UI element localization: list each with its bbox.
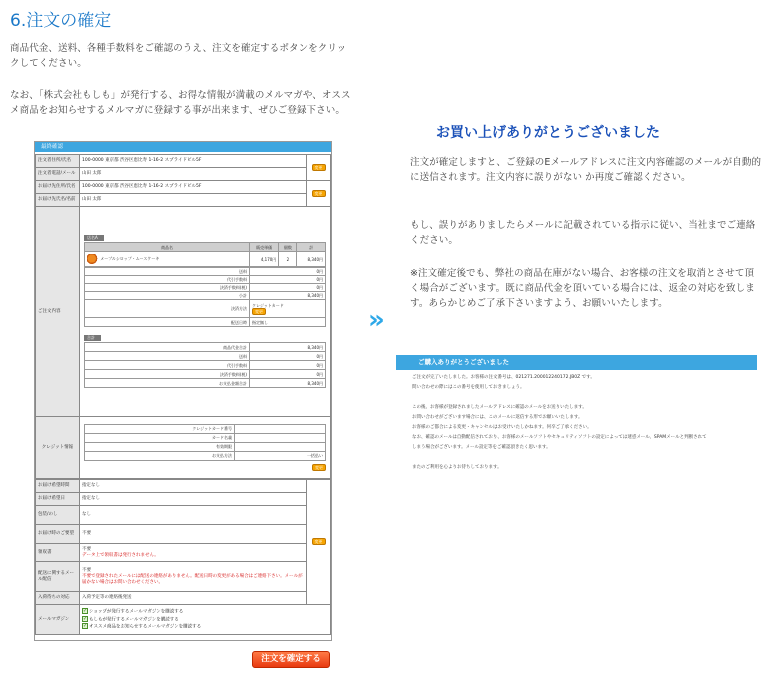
fee-table — [84, 267, 326, 327]
item-price: 4,170円 — [250, 252, 279, 267]
delivery-label: 配送日時 — [85, 318, 250, 327]
item-name: メープルシロップ・ムースケーキ — [100, 256, 160, 261]
confirm-order-button[interactable]: 注文を確定する — [252, 651, 330, 668]
credit-field-label: クレジットカード番号 — [85, 424, 235, 433]
options-table — [35, 479, 331, 635]
credit-table — [84, 424, 326, 461]
fee-label: 送料 — [85, 268, 250, 276]
option-label: お届け希望時間 — [36, 480, 80, 493]
customer-table — [35, 154, 331, 479]
credit-field-label: カード名義 — [85, 433, 235, 442]
newsletter-paragraph: なお、「株式会社もしも」が発行する、お得な情報が満載のメルマガや、オススメ商品をお知らせするメルマガに登録する事が出来ます、ぜひご登録下さい。 — [10, 90, 351, 116]
orderer-address-label: 注文者住所/氏名 — [36, 155, 80, 168]
mail-notify-value: 不要 — [82, 567, 91, 573]
total-label: 決済手数料(税) — [85, 370, 250, 379]
total-value: 8,340円 — [250, 343, 326, 352]
fee-value: 0円 — [250, 268, 326, 276]
thank-you-header: ご購入ありがとうございました — [396, 355, 757, 370]
option-label: お届け希望日 — [36, 493, 80, 506]
total-value: 0円 — [250, 370, 326, 379]
item-qty: 2 — [279, 252, 297, 267]
credit-field-value: 一括払い — [235, 451, 326, 460]
order-content-label: ご注文内容 — [36, 207, 80, 417]
option-value: 不要 — [80, 525, 307, 544]
message-line: お客様のご都合による変更・キャンセルはお受けいたしかねます。何卒ご了承ください。 — [412, 425, 592, 430]
option-label: お届け時のご要望 — [36, 525, 80, 544]
total-value: 8,340円 — [250, 379, 326, 388]
change-orderer-button[interactable]: 変更 — [312, 164, 326, 171]
total-value: 0円 — [250, 361, 326, 370]
thanks-title: お買い上げありがとうございました — [436, 125, 660, 141]
message-line: お問い合わせがございます場合には、このメールに返信する形でお願いいたします。 — [412, 415, 583, 420]
total-label: 商品代金合計 — [85, 343, 250, 352]
ship-address: 100-0000 東京都 渋谷区恵比寿 1-16-2 スプライドビル5F — [80, 181, 307, 194]
newsletter-option[interactable] — [82, 616, 328, 624]
thank-you-screen — [396, 355, 757, 525]
next-arrow-icon: » — [368, 305, 376, 335]
change-payment-button[interactable]: 変更 — [252, 308, 266, 315]
item-table — [84, 242, 326, 267]
total-label: 送料 — [85, 352, 250, 361]
orderer-contact-label: 注文者電話/メール — [36, 168, 80, 181]
email-confirm-paragraph: 注文が確定しますと、ご登録のEメールアドレスに注文内容確認のメールが自動的に送信されます。注文内容に誤りがない か再度ご確認ください。 — [410, 157, 762, 183]
credit-field-label: お支払方法 — [85, 451, 235, 460]
form-header: 最終確認 — [35, 142, 331, 152]
cancellation-note-paragraph: ※注文確定後でも、弊社の商品在庫がない場合、お客様の注文を取消とさせて頂く場合がございます。既に商品代金を頂いている場合には、返金の対応を致します。あらかじめご了承下さいますよう、お願いいたします。 — [410, 268, 755, 309]
option-label: 包装/のし — [36, 506, 80, 525]
ship-address-label: お届け先住所/氏名 — [36, 181, 80, 194]
message-line: この後、お客様が登録されましたメールアドレスに確認のメールをお送りいたします。 — [412, 405, 587, 410]
newsletter-option-label: ショップが発行するメールマガジンを購読する — [89, 609, 184, 615]
fee-label: 代引手数料 — [85, 276, 250, 284]
payment-method-value: クレジットカード — [252, 302, 284, 308]
fee-label: 小計 — [85, 292, 250, 300]
intro-paragraph: 商品代金、送料、各種手数料をご確認のうえ、注文を確定するボタンをクリックしてください。 — [10, 43, 347, 69]
total-label: 代引手数料 — [85, 361, 250, 370]
order-confirm-form — [34, 141, 332, 641]
mail-notify-warning: 不要で登録されたメールには配送の連絡がありません。配送日時の変更がある場合はご連絡下さい。メールが届かない場合はお問い合わせください。 — [82, 573, 303, 585]
section-title: 6.注文の確定 — [10, 11, 112, 31]
backorder-value: 入荷予定等の連絡後発送 — [80, 592, 307, 605]
change-shipping-button[interactable]: 変更 — [312, 190, 326, 197]
message-line: ご注文が完了いたしました。お客様の注文番号は、021271.200012240172.JB0Z です。 — [412, 375, 595, 380]
option-value: 指定なし — [80, 480, 307, 493]
newsletter-label: メールマガジン — [36, 605, 80, 635]
fee-value: 0円 — [250, 284, 326, 292]
newsletter-option[interactable] — [82, 608, 328, 616]
total-value: 0円 — [250, 352, 326, 361]
message-line: 問い合わせの際にはこの番号を使用しておきましょう。 — [412, 385, 525, 390]
product-thumbnail — [87, 254, 99, 264]
credit-label: クレジット情報 — [36, 417, 80, 479]
orderer-name: 山田 太郎 — [80, 168, 307, 181]
newsletter-option[interactable] — [82, 623, 328, 631]
ship-name: 山田 太郎 — [80, 194, 307, 207]
checkbox-checked[interactable]: ✓ — [83, 615, 88, 622]
fee-value: 0円 — [250, 276, 326, 284]
credit-field-value — [235, 424, 326, 433]
order-content — [80, 207, 331, 417]
checkbox-checked[interactable]: ✓ — [83, 623, 88, 630]
message-line: しまう場合がございます。メール設定等をご確認頂きたく思います。 — [412, 445, 551, 450]
option-value: 指定なし — [80, 493, 307, 506]
total-label: お支払金額合計 — [85, 379, 250, 388]
col-qty: 個数 — [279, 243, 297, 252]
option-value: なし — [80, 506, 307, 525]
credit-field-value — [235, 442, 326, 451]
credit-info — [80, 417, 331, 479]
store-tag: 店名A — [84, 235, 104, 241]
message-line: またのご利用を心よりお待ちしております。 — [412, 465, 502, 470]
change-credit-button[interactable]: 変更 — [312, 464, 326, 471]
fee-value: 8,340円 — [250, 292, 326, 300]
backorder-label: 入荷待ちの対応 — [36, 592, 80, 605]
item-sum: 8,340円 — [297, 252, 326, 267]
receipt-warning: データ上で領収書は発行されません。 — [82, 552, 159, 558]
col-name: 商品名 — [85, 243, 250, 252]
mail-notify-label: 配送に関するメール配信 — [36, 562, 80, 592]
change-options-button[interactable]: 変更 — [312, 538, 326, 545]
fee-label: 決済方法 — [85, 300, 250, 318]
message-line: なお、確認のメールは自動配信されており、お客様のメールソフトやセキュリティソフトの設定によっては迷惑メール、SPAMメールと判断されて — [412, 435, 707, 440]
newsletter-option-label: もしもが発行するメールマガジンを購読する — [89, 617, 179, 623]
credit-field-value — [235, 433, 326, 442]
total-table — [84, 342, 326, 388]
credit-field-label: 有効期限 — [85, 442, 235, 451]
receipt-value: 不要 — [82, 546, 91, 552]
newsletter-option-label: オススメ商品をお知らせするメールマガジンを購読する — [89, 624, 202, 630]
total-tag: 合計 — [84, 335, 101, 341]
col-sum: 計 — [297, 243, 326, 252]
receipt-label: 領収書 — [36, 544, 80, 562]
orderer-address: 100-0000 東京都 渋谷区恵比寿 1-16-2 スプライドビル5F — [80, 155, 307, 168]
ship-name-label: お届け先氏名/名前 — [36, 194, 80, 207]
col-price: 販売単価 — [250, 243, 279, 252]
fee-label: 決済手数料(税) — [85, 284, 250, 292]
checkbox-checked[interactable]: ✓ — [83, 608, 88, 615]
error-contact-paragraph: もし、誤りがありましたらメールに記載されている指示に従い、当社までご連絡ください。 — [410, 220, 756, 246]
delivery-value: 指定無し — [250, 318, 326, 327]
